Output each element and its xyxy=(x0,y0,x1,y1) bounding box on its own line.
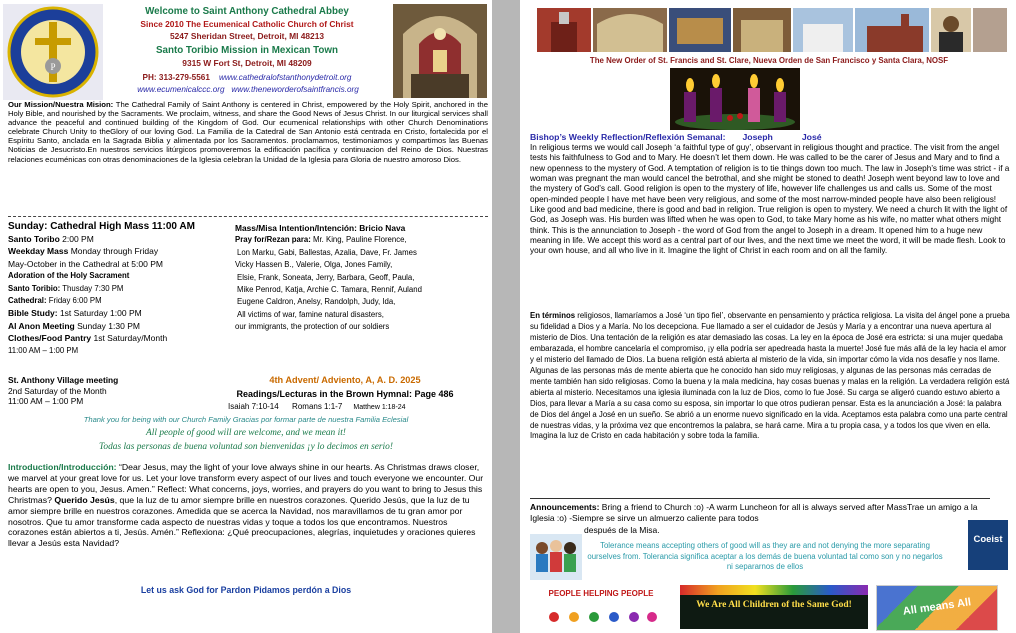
people-helping-people-banner xyxy=(530,585,672,629)
mission-text: The Cathedral Family of Saint Anthony is centered in Christ, empowered by the Holy Spirit, anchored in the Holy Bible, and nourished by the Sacraments. We proclaim, witness, and share the Good News of Jesus Christ. In our liturgical services shall advance the peaceful and continued building of the Kingdom of God. Our ecumenical relationships with other Church Denominations celebrate Church Unity to theGlory of our loving God. La Familia de la Catedral de San Antonio está centrada en Cristo, fortalecida por el Espíritu Santo, anclada en la Sagrada Biblia y alimentada por los Sacramentos. proclamamos, testimoniamos y compartimos las Buenas Noticias de Jesucristo.En nuestros servicios litúrgicos promoveremos la edificación pacífica y continuacion del Reino de Dios. Nuestras relaciones ecuménicas con otras denominaciones de la Iglesia celebran la Unidad de la Iglesia para Gloria de nuestro amoroso Dios. xyxy=(8,100,488,164)
mass-schedule xyxy=(8,220,233,357)
pray-for-line: Pray for/Rezan para: Mr. King, Pauline Florence, xyxy=(235,235,407,245)
church-logo-seal xyxy=(3,4,103,100)
introduction: Introduction/Introducción: “Dear Jesus, may the light of your love always shine in our hearts. As Christmas draws closer, we marvel at your great love for us. Let your love transform every aspect of our lives and touch everyone we encounter. Our hearts are open to you, Jesus. Amen.” Reflect: What concerns, joys, worries, and prayers do you want to bring to Jesus this Christmas? Querido Jesús, que la luz de tu amor siempre brille en nuestros corazones. Querido Jesús, que la luz de tu amor siempre brille en nuestros corazones. Amedida que se acerca la Navidad, nos maravillamos de tu gran amor por nosotros. Que tu amor transforme cada aspecto de nuestras vidas y toque a todos los que encontramos. Nuestros corazones están abiertos a ti, Jesús. Amén.” Reflexiona: ¿Qué preocupaciones, alegrías, inquietudes y oraciones quieres llevar a Jesús esta Navidad? xyxy=(8,462,484,549)
prayer-name-line: Mike Penrod, Katja, Archie C. Tamara, Rennif, Auland xyxy=(237,285,422,295)
reflection-name-en: Joseph xyxy=(742,132,773,142)
coexist-text: Coeist xyxy=(973,534,1003,545)
intention-heading: Mass/Misa Intention/Intención: Bricio Nava xyxy=(235,223,406,233)
all-means-all-banner xyxy=(876,585,998,631)
announcements-label: Announcements: xyxy=(530,502,600,512)
order-title: The New Order of St. Francis and St. Clare, Nueva Orden de San Francisco y Santa Clara, NOSF xyxy=(589,56,949,65)
village-title: St. Anthony Village meeting xyxy=(8,375,119,385)
announcements: Announcements: Bring a friend to Church :o) -A warm Luncheon for all is always served after MassTrae un amigo a la Iglesia :o) -Siempre se sirve un almuerzo caliente para todos xyxy=(530,502,978,523)
site-order-link[interactable]: www.theneworderofsaintfrancis.org xyxy=(231,85,359,94)
mass-intentions xyxy=(235,222,490,334)
children-photo xyxy=(530,534,582,580)
divider xyxy=(530,498,990,499)
tolerance-text: Tolerance means accepting others of good will as they are and not denying the more separating ourselves from. Tolerancia significa aceptar a los demás de buena voluntad tal como son y no negarlos ni separarnos de ellos xyxy=(587,541,943,572)
site-cathedral-link[interactable]: www.cathedralofstanthonydetroit.org xyxy=(219,73,352,82)
schedule-row: Santo Toribo 2:00 PM xyxy=(8,234,94,244)
schedule-row: Weekday Mass Monday through Friday xyxy=(8,246,159,257)
prayer-name-line: our immigrants, the protection of our soldiers xyxy=(235,322,390,332)
reading-matthew: Matthew 1:18-24 xyxy=(353,404,406,411)
prayer-name-line: Vicky Hassen B., Valerie, Olga, Jones Family, xyxy=(235,260,393,270)
prayer-name-line: Eugene Caldron, Anelsy, Randolph, Judy, Ida, xyxy=(237,297,396,307)
prayer-name-line: All victims of war, famine natural disasters, xyxy=(237,309,384,319)
village-time: 11:00 AM – 1:00 PM xyxy=(8,396,84,406)
since-line: Since 2010 The Ecumenical Catholic Church of Christ xyxy=(140,19,354,29)
pardon-line: Let us ask God for Pardon Pidamos perdón a Dios xyxy=(140,585,352,595)
children-of-god-banner xyxy=(680,585,868,629)
intro-label-spanish: Querido Jesús xyxy=(54,494,115,505)
thanks-line: Thank you for being with our Church Family Gracias por formar parte de nuestra Familia Eclesial xyxy=(83,415,409,424)
sites-line xyxy=(100,85,396,95)
readings-title: Readings/Lecturas in the Brown Hymnal: Page 486 xyxy=(236,389,454,399)
children-banner-text: We Are All Children of the Same God! xyxy=(696,600,852,610)
left-page xyxy=(0,0,492,633)
welcome-all-spanish: Todas las personas de buena voluntad son bienvenidas ¡y lo decimos en serio! xyxy=(99,442,393,452)
welcome-title: Welcome to Saint Anthony Cathedral Abbey xyxy=(145,6,349,17)
page-gutter xyxy=(492,0,520,633)
phone: PH: 313-279-5561 xyxy=(142,73,210,82)
reflection-name-es: José xyxy=(801,132,822,142)
reading-isaiah: Isaiah 7:10-14 xyxy=(228,402,279,411)
schedule-row: May-October in the Cathedral at 5:00 PM xyxy=(8,258,163,269)
intro-label: Introduction/Introducción: xyxy=(8,462,117,472)
schedule-row: Santo Toribio: Thusday 7:30 PM xyxy=(8,283,124,293)
village-day: 2nd Saturday of the Month xyxy=(8,385,107,396)
schedule-row: Sunday: Cathedral High Mass 11:00 AM xyxy=(8,221,195,232)
announcements-line-2: después de la Misa. xyxy=(584,525,660,535)
prayer-name-line: Elsie, Frank, Soneata, Jerry, Barbara, Geoff, Paula, xyxy=(237,272,415,282)
coexist-logo xyxy=(968,520,1008,570)
reflection-spanish: En términos religiosos, llamaríamos a José ‘un tipo fiel’, observante en pensamiento y práctica religiosa. La visita del ángel pone a prueba su fidelidad a Dios y a María. No los decepciona. Fue llamado a ser el cuidador de Jesús y María y a encontrar una nueva apertura al misterio de Dios. Una tentación de la religión es atar demasiado las cosas. La ley en la época de José era estricta: si una mujer quedaba embarazada, el hombre cancelaría el compromiso, ¡y ella podría ser apedreada hasta la muerte! José fue más allá de la ley hacia el amor y el misterio del llamado de Dios. La buena religión está abierta al misterio de la vida, sin importar cómo la vida nos desafíe y nos llame. Algunas de las personas más de mente abierta que he conocido han sido muy religiosas, y algunas de las personas más cerradas de mente también han sido religiosas. Como la buena y la mala medicina, hay cosas buenas y malas en la religión. La verdadera religión está abierta al misterio. Necesitamos una iglesia iluminada con la luz de Dios, como lo fue José. Su carga se aligeró cuando estuvo abierto a Dios, para llevar a María a su casa como su esposa, sin importar lo que otros pudieran pensar. Esta es la anunciación a José: la palabra de Dios del ángel a José en un sueño. Se abrió a un enorme nuevo significado en la vida. Aceptamos esta palabra como una parte central de nuestras vidas, y la próxima vez que encontremos la palabra, se hará carne. Mira a tu propia casa, y a todos los que viven en ella. Imagina la luz de Cristo en cada habitación y sobre toda la familia. xyxy=(530,311,1010,441)
divider xyxy=(8,216,488,217)
schedule-row: Al Anon Meeting Sunday 1:30 PM xyxy=(8,320,140,331)
reflection-english: In religious terms we would call Joseph ‘a faithful type of guy’, observant in religious thought and practice. The visit from the angel tests his faithfulness to God and to Mary. He doesn’t let them down. He was called to be the carer of Jesus and Mary and to find a new openness to the mystery of God. A temptation of religion is to tie things down too much. The law in Joseph’s time was strict - if a woman was pregnant the man would cancel the betrothal, and she might be stoned to death! Joseph went beyond law to love and the mystery of God’s call. Good religion is open to the mystery of life, however life challenges us and calls us. Some of the most open-minded people I have met have been very religious, and some of the most narrow-minded people have also been religious! Like good and bad medicine, there is good and bad in religion. True religion is open to mystery. We need a church lit with the light of God, as Joseph was. His burden was lifted when he was open to God, to take Mary home as his wife, no matter what others might think. This is the annunciation to Joseph - the word of God from the angel to Joseph in a dream. It opened him to a huge new meaning in life. We accept this word as a central part of our lives, and the next time we meet the word, it will be made flesh. Look to your own house, and all who live in it. Imagine the light of Christ in each room and on all the family. xyxy=(530,143,1010,256)
welcome-all-line: All people of good will are welcome, and we mean it! xyxy=(146,428,346,438)
schedule-row: Clothes/Food Pantry 1st Saturday/Month xyxy=(8,333,168,344)
address-cathedral: 5247 Sheridan Street, Detroit, MI 48213 xyxy=(169,31,325,41)
readings-list xyxy=(228,402,490,413)
mission-statement xyxy=(8,100,488,164)
advent-title: 4th Advent/ Adviento, A, A. D. 2025 xyxy=(269,375,421,385)
svg-text:P: P xyxy=(50,62,56,72)
prayer-name-line: Lon Marku, Gabi, Ballestas, Azalia, Dave, Fr. James xyxy=(237,247,417,257)
reflection-heading xyxy=(530,132,1010,143)
mission-name: Santo Toribio Mission in Mexican Town xyxy=(156,45,338,56)
address-mission: 9315 W Fort St, Detroit, MI 48209 xyxy=(182,58,312,68)
people-banner-text: PEOPLE HELPING PEOPLE xyxy=(548,589,654,598)
right-page xyxy=(520,0,1016,633)
all-means-all-text: All means All xyxy=(902,596,972,618)
reading-romans: Romans 1:1-7 xyxy=(292,402,343,411)
schedule-row: Cathedral: Friday 6:00 PM xyxy=(8,296,102,306)
schedule-row: 11:00 AM – 1:00 PM xyxy=(8,345,79,355)
reflection-title: Bishop’s Weekly Reflection/Reflexión Semanal: xyxy=(530,132,726,142)
mission-label: Our Mission/Nuestra Mision: xyxy=(8,100,114,109)
photo-strip xyxy=(537,8,1007,52)
cathedral-interior-photo xyxy=(393,4,487,98)
site-ecumenical-link[interactable]: www.ecumenicalccc.org xyxy=(137,85,225,94)
schedule-row: Adoration of the Holy Sacrament xyxy=(8,271,130,281)
contact-line xyxy=(104,73,390,83)
reflection-es-label: En términos xyxy=(530,311,576,320)
advent-candles-photo xyxy=(670,68,800,130)
schedule-row: Bible Study: 1st Saturday 1:00 PM xyxy=(8,308,142,319)
